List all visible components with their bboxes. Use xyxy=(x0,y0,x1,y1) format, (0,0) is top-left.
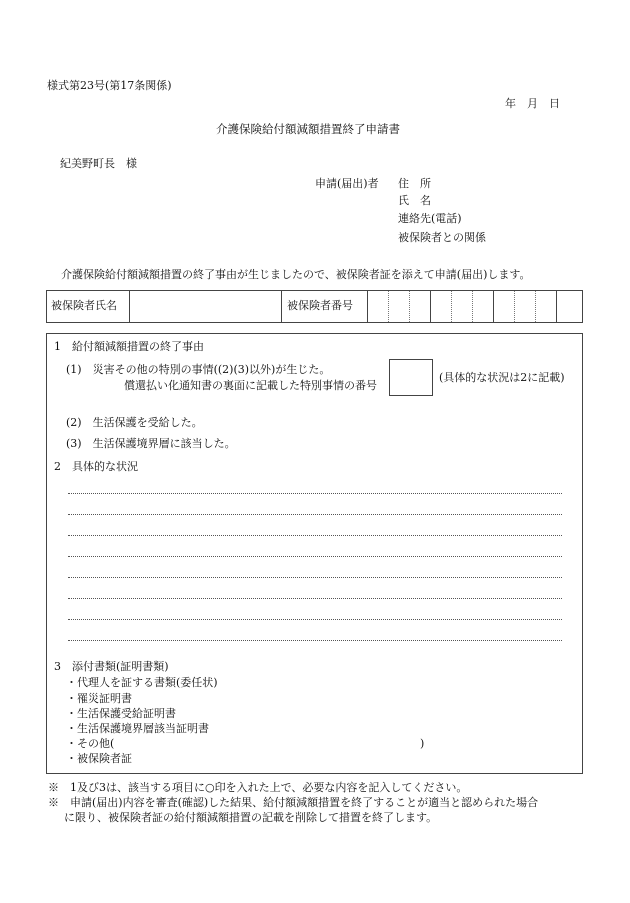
special-reason-number-box[interactable] xyxy=(389,359,433,396)
writing-line[interactable] xyxy=(68,556,562,557)
applicant-address-label: 住 所 xyxy=(398,177,431,190)
writing-line[interactable] xyxy=(68,514,562,515)
writing-line[interactable] xyxy=(68,535,562,536)
date-line: 年 月 日 xyxy=(505,97,560,110)
writing-line[interactable] xyxy=(68,640,562,641)
applicant-phone-label: 連絡先(電話) xyxy=(398,212,462,225)
note-1: ※ 1及び3は、該当する項目に○印を入れた上で、必要な内容を記入してください。 xyxy=(48,781,468,794)
attachment-item: ・生活保護境界層該当証明書 xyxy=(66,722,209,735)
section1-item1-note: (具体的な状況は2に記載) xyxy=(439,371,565,384)
writing-line[interactable] xyxy=(68,577,562,578)
section1-item3: (3) 生活保護境界層に該当した。 xyxy=(66,437,236,450)
applicant-label: 申請(届出)者 xyxy=(315,177,379,190)
attachment-item: ・罹災証明書 xyxy=(66,692,132,705)
writing-line[interactable] xyxy=(68,619,562,620)
attachment-other-close: ) xyxy=(420,737,425,750)
attachment-item: ・被保険者証 xyxy=(66,752,132,765)
attachment-item: ・生活保護受給証明書 xyxy=(66,707,176,720)
writing-line[interactable] xyxy=(68,493,562,494)
insured-number-label: 被保険者番号 xyxy=(287,299,353,312)
section1-item1-line1: (1) 災害その他の特別の事情((2)(3)以外)が生じた。 xyxy=(66,363,331,376)
page-title: 介護保険給付額減額措置終了申請書 xyxy=(216,122,400,136)
attachment-item: ・その他( xyxy=(66,737,115,750)
section1-item1-line2: 償還払い化通知書の裏面に記載した特別事情の番号 xyxy=(124,379,377,392)
section3-heading: 3 添付書類(証明書類) xyxy=(54,660,169,673)
section1-heading: 1 給付額減額措置の終了事由 xyxy=(54,340,204,353)
applicant-name-label: 氏 名 xyxy=(398,194,431,207)
form-number: 様式第23号(第17条関係) xyxy=(47,79,172,92)
attachment-item: ・代理人を証する書類(委任状) xyxy=(66,676,218,689)
section2-heading: 2 具体的な状況 xyxy=(54,460,138,473)
writing-line[interactable] xyxy=(68,598,562,599)
insured-number-field[interactable] xyxy=(368,292,580,321)
note-2-continued: に限り、被保険者証の給付額減額措置の記載を削除して措置を終了します。 xyxy=(64,811,438,824)
insured-name-label: 被保険者氏名 xyxy=(51,299,117,312)
addressee: 紀美野町長 様 xyxy=(60,157,137,170)
note-2: ※ 申請(届出)内容を審査(確認)した結果、給付額減額措置を終了することが適当と認められた場合 xyxy=(48,796,539,809)
applicant-relation-label: 被保険者との関係 xyxy=(398,231,486,244)
insured-name-field[interactable] xyxy=(130,296,276,318)
intro-text: 介護保険給付額減額措置の終了事由が生じましたので、被保険者証を添えて申請(届出)します。 xyxy=(61,268,531,281)
section1-item2: (2) 生活保護を受給した。 xyxy=(66,416,203,429)
